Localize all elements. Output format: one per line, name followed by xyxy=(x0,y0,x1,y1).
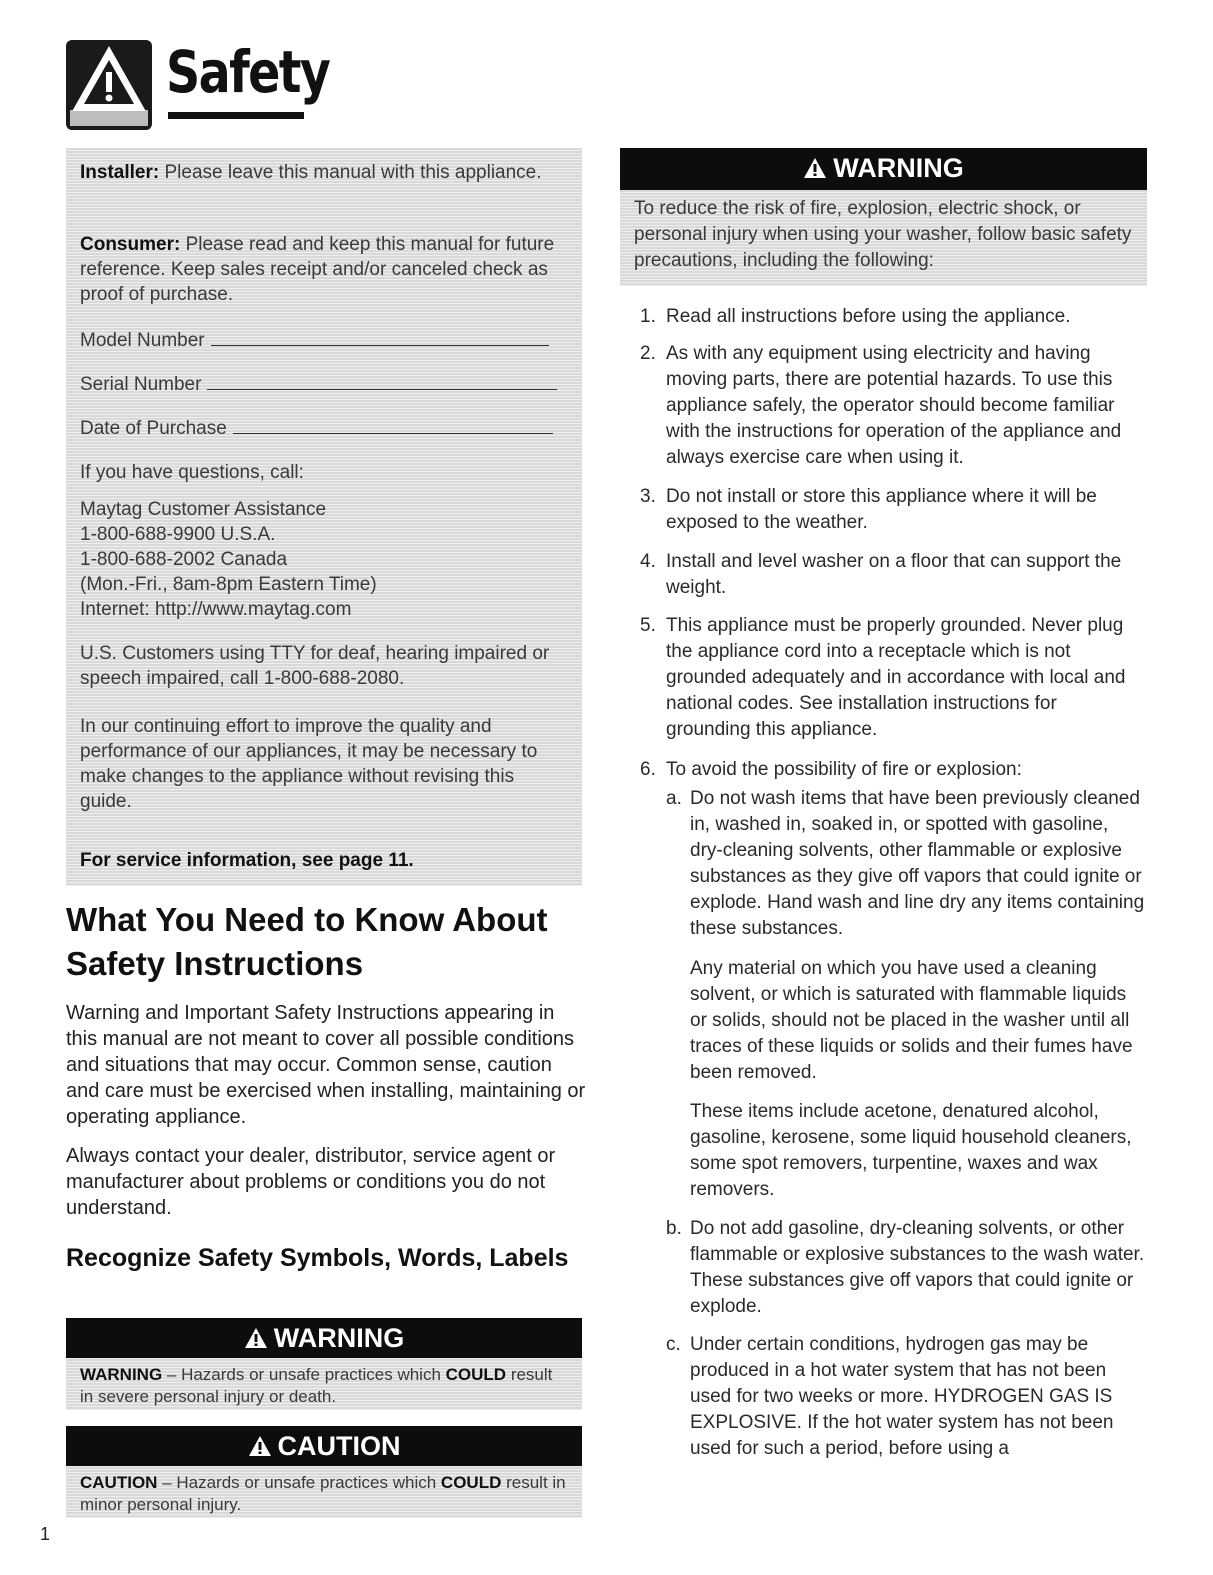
model-number-line xyxy=(211,344,549,346)
caution-triangle-icon xyxy=(248,1435,272,1457)
sub-item-letter: a. xyxy=(666,788,682,809)
page-number: 1 xyxy=(40,1524,51,1544)
caution-label-body xyxy=(66,1466,582,1518)
list-item-text: Read all instructions before using the appliance. xyxy=(666,306,1071,327)
list-item xyxy=(640,549,1146,601)
warning-triangle-icon xyxy=(244,1327,268,1349)
warning-label-bar xyxy=(66,1318,582,1358)
sub-item-paragraph: These items include acetone, denatured alcohol, gasoline, kerosene, some liquid household cleaners, some spot removers, turpentine, waxes and wax removers. xyxy=(690,1101,1132,1200)
list-item-number: 2. xyxy=(640,343,656,364)
caution-could: COULD xyxy=(440,1473,502,1492)
caution-word: CAUTION xyxy=(80,1473,158,1492)
contact-link[interactable]: Internet: http://www.maytag.com xyxy=(80,599,352,620)
contact-line: (Mon.-Fri., 8am-8pm Eastern Time) xyxy=(80,574,377,595)
date-of-purchase-line xyxy=(233,432,553,434)
list-item xyxy=(640,484,1146,536)
sub-item-text: Do not add gasoline, dry-cleaning solvents, or other flammable or explosive substances to the wash water. These substances give off vapors that could ignite or explode. xyxy=(690,1218,1145,1317)
list-item-text: As with any equipment using electricity and having moving parts, there are potential hazards. To use this appliance safely, the operator should become familiar with the instructions for operation of the appliance and always exercise care when using it. xyxy=(666,343,1122,468)
list-item-number: 3. xyxy=(640,486,656,507)
model-number-label: Model Number xyxy=(80,330,205,351)
warning-desc-1: – Hazards or unsafe practices which xyxy=(162,1365,446,1384)
service-info-text: For service information, see page 11. xyxy=(80,850,414,871)
questions-text: If you have questions, call: xyxy=(80,462,304,483)
serial-number-label: Serial Number xyxy=(80,374,202,395)
caution-label-title: CAUTION xyxy=(277,1431,401,1461)
page-title: Safety xyxy=(166,38,330,106)
improve-text: In our continuing effort to improve the quality and performance of our appliances, it may be necessary to make changes to the appliance without revising this guide. xyxy=(80,716,538,812)
caution-desc-2: result in minor personal injury. xyxy=(80,1473,566,1514)
sub-list-item-a xyxy=(666,786,1146,942)
list-item-text: To avoid the possibility of fire or explosion: xyxy=(666,759,1022,780)
sub-item-text: Do not wash items that have been previously cleaned in, washed in, soaked in, or spotted with gasoline, dry-cleaning solvents, other flammable or explosive substances as they give off vapors that could ignite or explode. Hand wash and line dry any items containing these substances. xyxy=(690,788,1145,939)
list-item xyxy=(640,304,1146,330)
installer-note xyxy=(80,160,570,185)
contact-line: Maytag Customer Assistance xyxy=(80,499,327,520)
installer-text: Please leave this manual with this appliance. xyxy=(159,162,542,183)
warning-label-title: WARNING xyxy=(273,1323,405,1353)
installer-label: Installer: xyxy=(80,162,160,183)
list-item-number: 6. xyxy=(640,759,656,780)
caution-label-bar xyxy=(66,1426,582,1466)
date-of-purchase-field xyxy=(80,416,570,441)
tty-text: U.S. Customers using TTY for deaf, hearing impaired or speech impaired, call 1-800-688-2080. xyxy=(80,643,550,689)
list-item xyxy=(640,757,1146,783)
heading-recognize-symbols: Recognize Safety Symbols, Words, Labels xyxy=(66,1244,569,1272)
serial-number-field xyxy=(80,372,570,397)
list-item-text: Install and level washer on a floor that can support the weight. xyxy=(666,551,1122,598)
consumer-label: Consumer: xyxy=(80,234,181,255)
sub-list-item-c xyxy=(666,1332,1146,1462)
list-item-number: 4. xyxy=(640,551,656,572)
list-item xyxy=(640,613,1146,743)
list-item-text: This appliance must be properly grounded. Never plug the appliance cord into a receptacle which is not grounded adequately and in accordance with local and national codes. See installation instructions for grounding this appliance. xyxy=(666,615,1126,740)
sub-list-item-b xyxy=(666,1216,1146,1320)
heading-need-to-know: What You Need to Know About Safety Instructions xyxy=(66,901,548,982)
safety-alert-icon xyxy=(66,40,152,130)
safety-warning-intro: To reduce the risk of fire, explosion, electric shock, or personal injury when using your washer, follow basic safety precautions, including the following: xyxy=(620,190,1147,286)
serial-number-line xyxy=(207,388,557,390)
sub-item-paragraph: Any material on which you have used a cleaning solvent, or which is saturated with flammable liquids or solids, should not be placed in the washer until all traces of these liquids or solids and their fumes have been removed. xyxy=(690,958,1133,1083)
date-of-purchase-label: Date of Purchase xyxy=(80,418,227,439)
contact-line: 1-800-688-2002 Canada xyxy=(80,549,288,570)
contact-block xyxy=(80,497,570,622)
consumer-note xyxy=(80,232,570,307)
title-underline xyxy=(168,112,304,119)
sub-item-letter: c. xyxy=(666,1334,681,1355)
warning-desc-2: result in severe personal injury or death. xyxy=(80,1365,553,1406)
consumer-text: Please read and keep this manual for future reference. Keep sales receipt and/or canceled check as proof of purchase. xyxy=(80,234,555,305)
caution-desc-1: – Hazards or unsafe practices which xyxy=(157,1473,441,1492)
paragraph-warning-instructions: Warning and Important Safety Instructions appearing in this manual are not meant to cover all possible conditions and situations that may occur. Common sense, caution and care must be exercised when installing, maintaining or operating appliance. xyxy=(66,1002,586,1128)
safety-warning-title: WARNING xyxy=(833,153,964,183)
paragraph-contact-dealer: Always contact your dealer, distributor, service agent or manufacturer about problems or conditions you do not understand. xyxy=(66,1145,556,1219)
list-item-text: Do not install or store this appliance where it will be exposed to the weather. xyxy=(666,486,1097,533)
warning-could: COULD xyxy=(445,1365,507,1384)
warning-word: WARNING xyxy=(80,1365,163,1384)
warning-label-body xyxy=(66,1358,582,1410)
sub-item-letter: b. xyxy=(666,1218,682,1239)
list-item xyxy=(640,341,1146,471)
safety-warning-bar xyxy=(620,148,1147,190)
list-item-number: 1. xyxy=(640,306,656,327)
model-number-field xyxy=(80,328,570,353)
list-item-number: 5. xyxy=(640,615,656,636)
sub-item-text: Under certain conditions, hydrogen gas may be produced in a hot water system that has not been used for two weeks or more. HYDROGEN GAS IS EXPLOSIVE. If the hot water system has not been used for such a period, before using a xyxy=(690,1334,1114,1459)
warning-triangle-icon xyxy=(803,157,827,179)
contact-line: 1-800-688-9900 U.S.A. xyxy=(80,524,276,545)
